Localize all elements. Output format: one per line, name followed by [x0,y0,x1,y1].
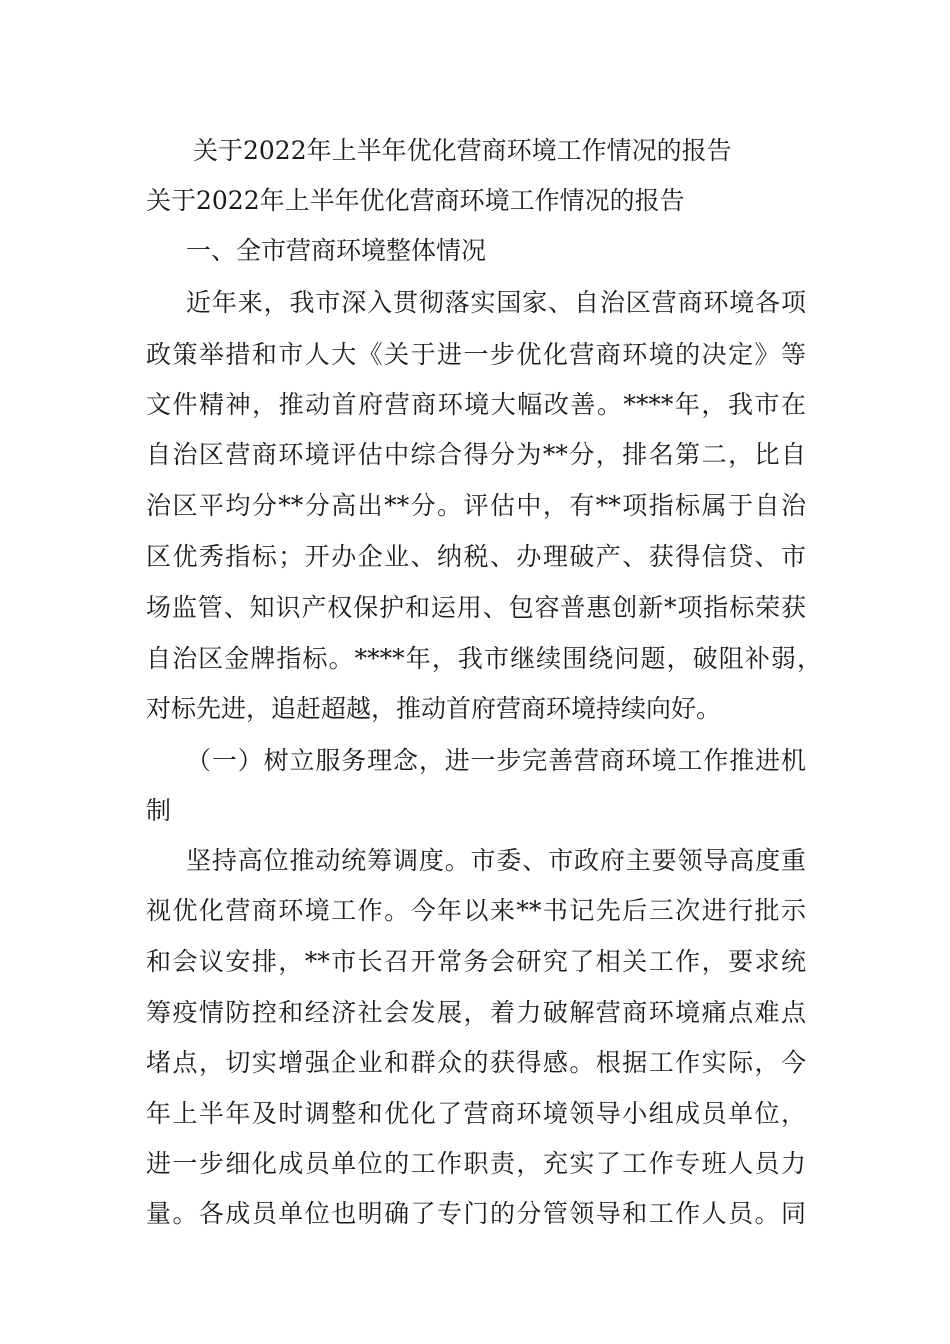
paragraph-line: 量。各成员单位也明确了专门的分管领导和工作人员。同 [146,1199,806,1228]
paragraph-line: 坚持高位推动统筹调度。市委、市政府主要领导高度重 [186,846,806,875]
paragraph-line: 进一步细化成员单位的工作职责，充实了工作专班人员力 [146,1149,806,1178]
paragraph-line: 自治区金牌指标。****年，我市继续围绕问题，破阻补弱， [146,644,822,673]
paragraph-line: 政策举措和市人大《关于进一步优化营商环境的决定》等 [146,340,806,369]
paragraph-line: 对标先进，追赶超越，推动首府营商环境持续向好。 [146,694,722,723]
paragraph-line: 堵点，切实增强企业和群众的获得感。根据工作实际，今 [146,1048,806,1077]
paragraph-line: 近年来，我市深入贯彻落实国家、自治区营商环境各项 [186,288,806,317]
paragraph-line: 区优秀指标；开办企业、纳税、办理破产、获得信贷、市 [146,542,806,571]
paragraph-line: 视优化营商环境工作。今年以来**书记先后三次进行批示 [146,896,806,925]
document-title-repeat: 关于2022年上半年优化营商环境工作情况的报告 [146,186,685,215]
subheading-continuation: 制 [146,796,172,825]
document-title: 关于2022年上半年优化营商环境工作情况的报告 [193,136,732,165]
paragraph-line: 和会议安排，**市长召开常务会研究了相关工作，要求统 [146,947,806,976]
paragraph-line: 场监管、知识产权保护和运用、包容普惠创新*项指标荣获 [146,593,806,622]
paragraph-line: 年上半年及时调整和优化了营商环境领导小组成员单位， [146,1099,806,1128]
paragraph-line: 文件精神，推动首府营商环境大幅改善。****年，我市在 [146,390,806,419]
subheading: （一）树立服务理念，进一步完善营商环境工作推进机 [186,746,806,775]
paragraph-line: 治区平均分**分高出**分。评估中，有**项指标属于自治 [146,491,806,520]
section-heading: 一、全市营商环境整体情况 [186,236,487,265]
paragraph-line: 筹疫情防控和经济社会发展，着力破解营商环境痛点难点 [146,998,806,1027]
paragraph-line: 自治区营商环境评估中综合得分为**分，排名第二，比自 [146,440,806,469]
